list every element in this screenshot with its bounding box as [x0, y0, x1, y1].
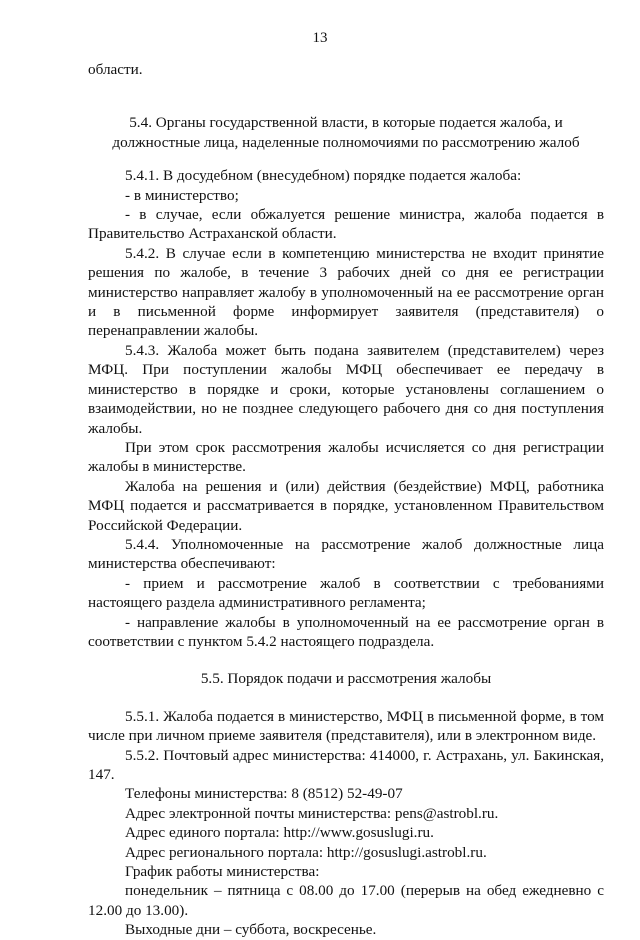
schedule-weekend: Выходные дни – суббота, воскресенье. — [125, 921, 377, 939]
list-item: - прием и рассмотрение жалоб в соответствии с требованиями настоящего раздела административного регламента; — [88, 574, 604, 612]
paragraph: При этом срок рассмотрения жалобы исчисляется со дня регистрации жалобы в министерстве. — [88, 438, 604, 476]
contact-phone: Телефоны министерства: 8 (8512) 52-49-07 — [125, 785, 403, 803]
paragraph-5-5-1: 5.5.1. Жалоба подается в министерство, МФЦ в письменной форме, в том числе при личном приеме заявителя (представителя), или в электронном виде. — [88, 707, 604, 745]
paragraph-5-5-2: 5.5.2. Почтовый адрес министерства: 414000, г. Астрахань, ул. Бакинская, 147. — [88, 746, 604, 783]
list-item: - направление жалобы в уполномоченный на ее рассмотрение орган в соответствии с пунктом 5.4.2 настоящего подраздела. — [88, 613, 604, 650]
paragraph-5-4-2: 5.4.2. В случае если в компетенцию министерства не входит принятие решения по жалобе, в течение 3 рабочих дней со дня ее регистрации министерство направляет жалобу в уполномоченный на ее рассмотрение орган и в письменной форме информирует заявителя (представителя) о перенаправлении жалобы. — [88, 244, 604, 340]
paragraph-5-4-3: 5.4.3. Жалоба может быть подана заявителем (представителем) через МФЦ. При поступлении жалобы МФЦ обеспечивает ее передачу в министерство в порядке и сроки, которые установлены соглашением о взаимодействии, но не позднее следующего рабочего дня со дня поступления жалобы. — [88, 341, 604, 437]
page-number: 13 — [312, 30, 328, 46]
list-item: - в министерство; — [125, 186, 239, 204]
schedule-weekdays: понедельник – пятница с 08.00 до 17.00 (перерыв на обед ежедневно с 12.00 до 13.00). — [88, 882, 604, 919]
paragraph-5-4-4: 5.4.4. Уполномоченные на рассмотрение жалоб должностные лица министерства обеспечивают: — [88, 535, 604, 573]
contact-unified-portal: Адрес единого портала: http://www.gosuslugi.ru. — [125, 824, 434, 842]
section-heading-5-4: 5.4. Органы государственной власти, в которые подается жалоба, и должностные лица, наделенные полномочиями по рассмотрению жалоб — [112, 114, 580, 151]
paragraph: Жалоба на решения и (или) действия (бездействие) МФЦ, работника МФЦ подается и рассматривается в порядке, установленном Правительством Российской Федерации. — [88, 477, 604, 534]
list-item: - в случае, если обжалуется решение министра, жалоба подается в Правительство Астраханской области. — [88, 206, 604, 243]
schedule-heading: График работы министерства: — [125, 863, 320, 881]
contact-email: Адрес электронной почты министерства: pens@astrobl.ru. — [125, 804, 499, 822]
section-heading-5-5: 5.5. Порядок подачи и рассмотрения жалобы — [200, 670, 492, 688]
document-body — [88, 60, 604, 940]
paragraph-5-4-1: 5.4.1. В досудебном (внесудебном) порядке подается жалоба: — [125, 167, 522, 185]
contact-regional-portal: Адрес регионального портала: http://gosuslugi.astrobl.ru. — [125, 843, 487, 861]
continuation-text: области. — [88, 61, 143, 78]
